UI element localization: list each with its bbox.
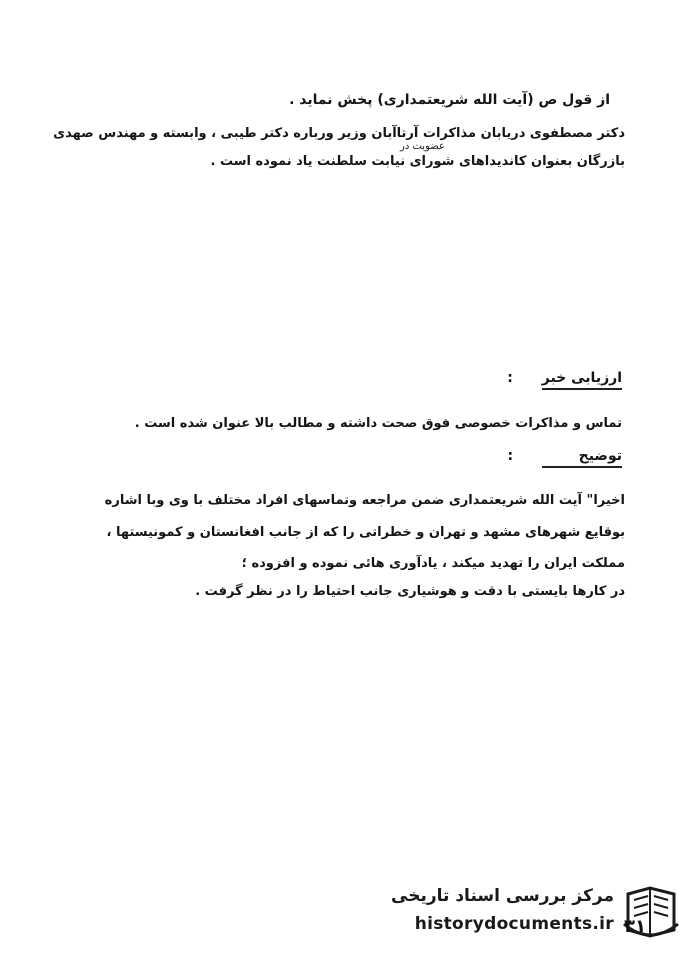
explanation-line: در کارها بایستی با دقت و هوشیاری جانب احتیاط را در نظر گرفت . xyxy=(195,584,625,599)
heading-label: ارزیابی خبر xyxy=(542,370,622,390)
explanation-line: بوقایع شهرهای مشهد و تهران و خطراتی را که از جانب افغانستان و کمونیستها ، xyxy=(106,525,625,540)
watermark-title: مرکز بررسی اسناد تاریخی xyxy=(391,886,614,906)
section-heading-assessment xyxy=(507,370,622,386)
text-line: دکتر مصطفوی دریابان مذاکرات آرتاآبان وزیر ورباره دکتر طیبی ، وابسته و مهندس صهدی xyxy=(53,126,625,141)
page-number: ۳۱ xyxy=(624,916,646,937)
text-line: از قول ص (آیت الله شریعتمداری) پخش نماید . xyxy=(289,92,610,108)
section-heading-explanation xyxy=(508,448,622,468)
explanation-line: اخیرا" آیت الله شریعتمداری ضمن مراجعه وتماسهای افراد مختلف با وی وبا اشاره xyxy=(104,493,625,508)
heading-label: توضیح xyxy=(542,448,622,468)
assessment-text: تماس و مذاکرات خصوصی فوق صحت داشته و مطالب بالا عنوان شده است . xyxy=(134,416,622,431)
interlinear-insertion: عضویت در xyxy=(400,141,445,152)
heading-colon: : xyxy=(507,448,514,464)
watermark-site: historydocuments.ir xyxy=(414,914,614,934)
text-line: بازرگان بعنوان کاندیداهای شورای نیابت سلطنت یاد نموده است . xyxy=(210,154,625,169)
explanation-line: مملکت ایران را تهدید میکند ، یادآوری هائی نموده و افزوده ؛ xyxy=(241,556,625,571)
heading-colon: : xyxy=(507,370,513,386)
